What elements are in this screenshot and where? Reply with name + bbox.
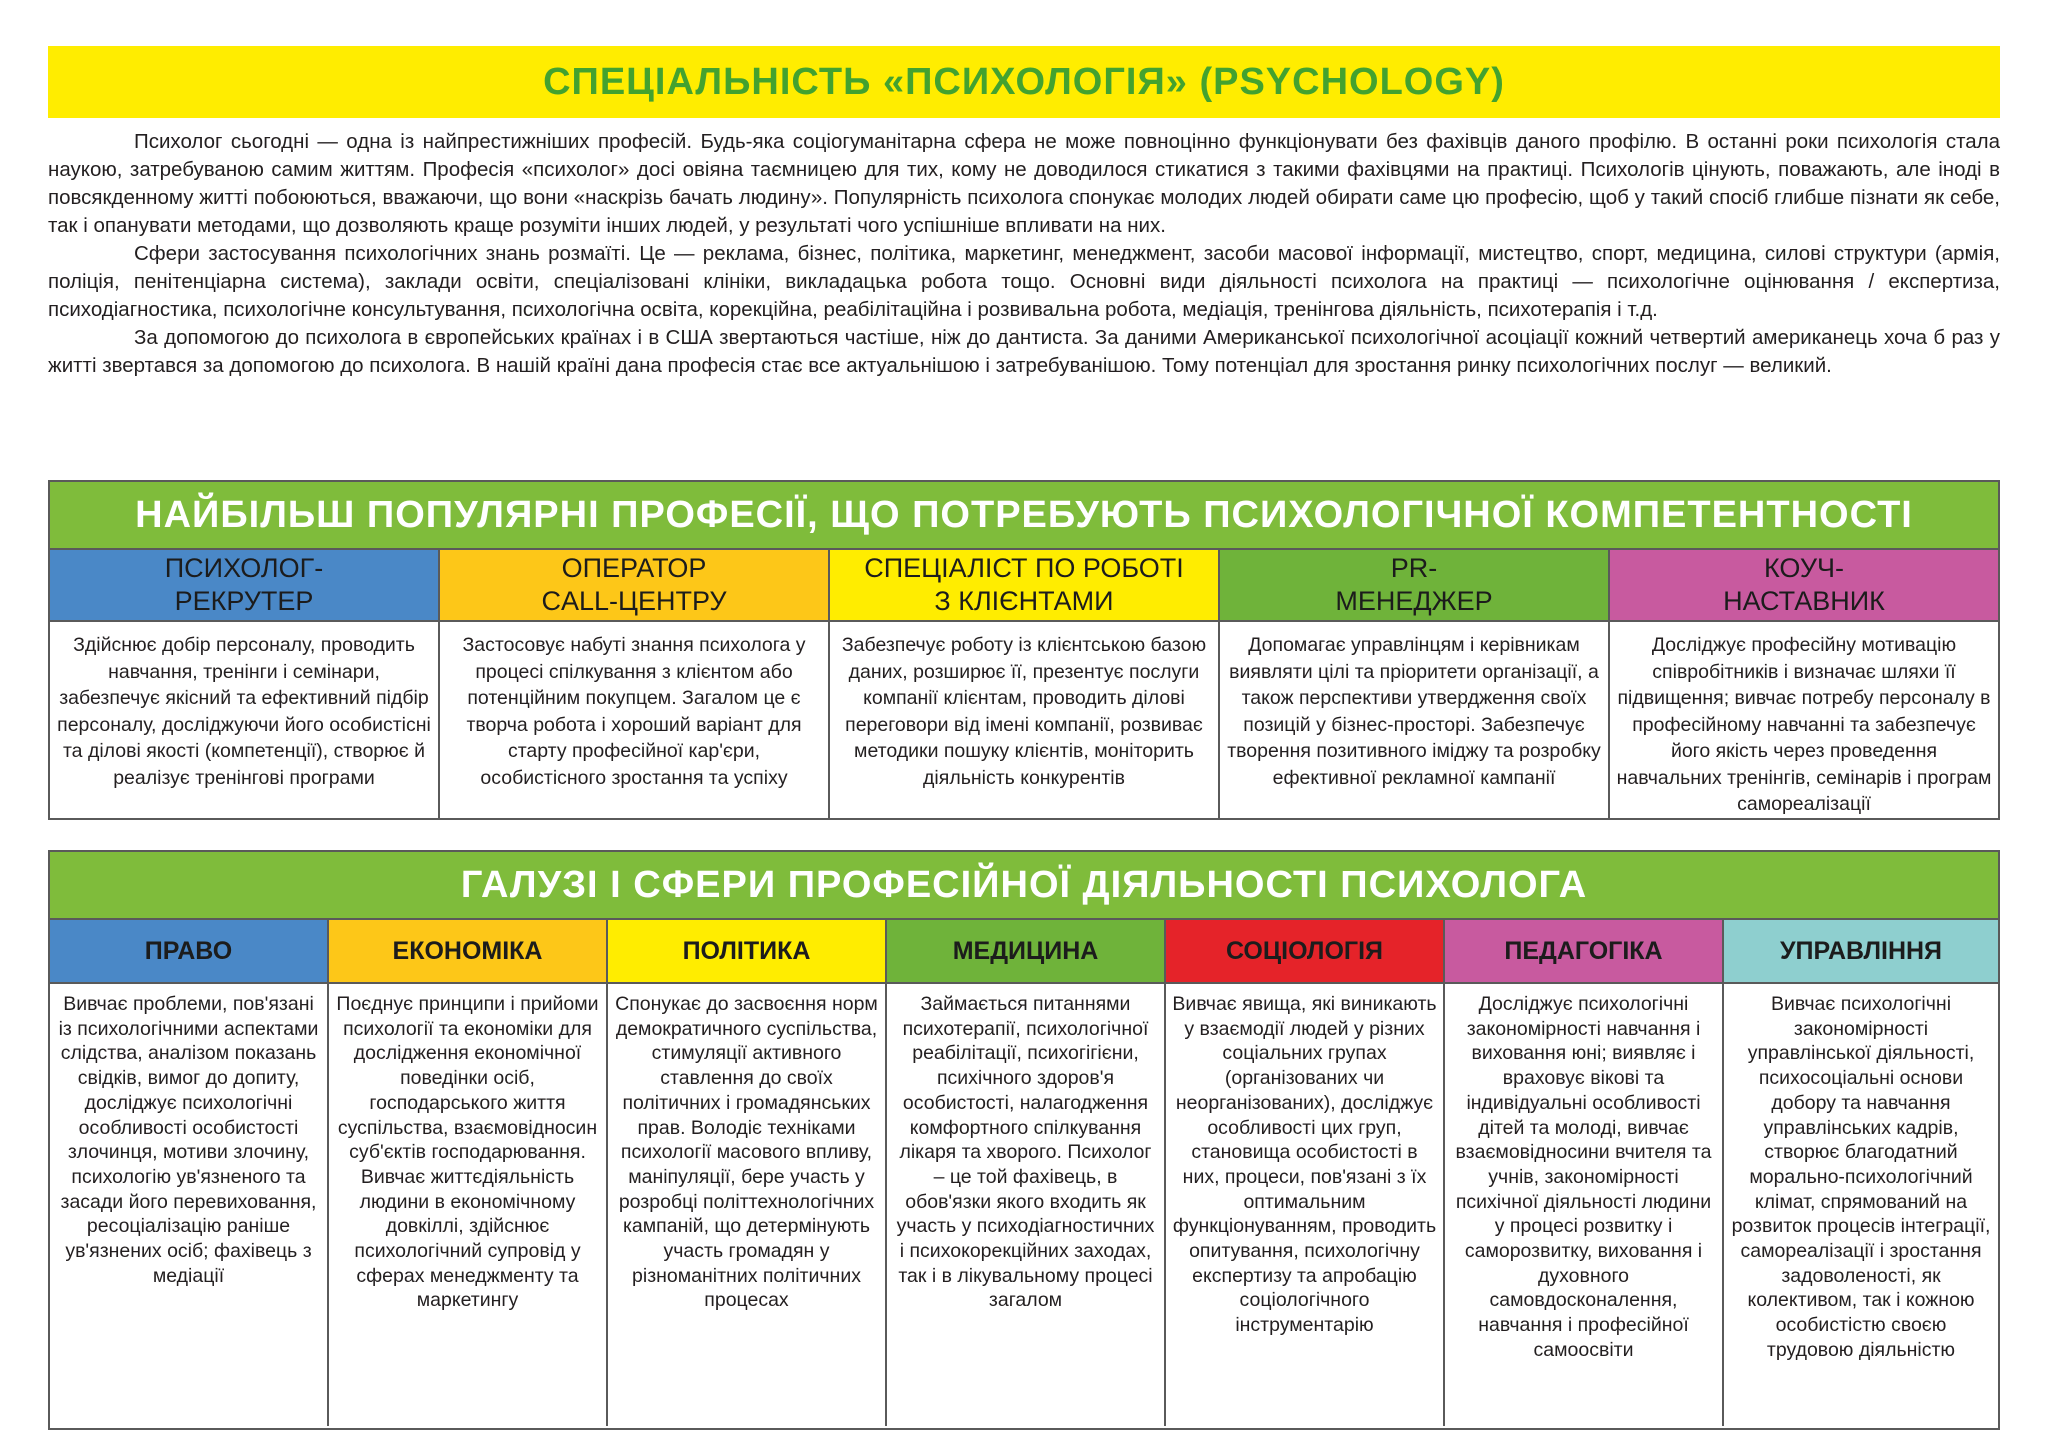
field-header: УПРАВЛІННЯ (1724, 920, 1998, 984)
field-medicine (887, 920, 1166, 1426)
field-law (50, 920, 329, 1426)
intro-paragraph-2: Сфери застосування психологічних знань розмаїті. Це — реклама, бізнес, політика, маркетинг, менеджмент, засоби масової інформації, мистецтво, спорт, медицина, силові структури (армія, поліція, пенітенціарна система), заклади освіти, спеціалізовані клініки, викладацька робота тощо. Основні види діяльності психолога на практиці — психологічне оцінювання / експертиза, психодіагностика, психологічне консультування, психологічна освіта, корекційна, реабілітаційна і розвивальна робота, медіація, тренінгова діяльність, психотерапія і т.д. (48, 242, 2000, 321)
field-sociology (1166, 920, 1445, 1426)
profession-title-line2: РЕКРУТЕР (174, 586, 314, 616)
field-header: ЕКОНОМІКА (329, 920, 606, 984)
profession-pr-manager (1220, 550, 1610, 818)
profession-description: Здійснює добір персоналу, проводить навчання, тренінги і семінари, забезпечує якісний та ефективний підбір персоналу, досліджуючи його особистісні та ділові якості (компетенції), створює й реалізує тренінгові програми (57, 634, 431, 789)
profession-header (1220, 550, 1608, 622)
profession-recruiter (50, 550, 440, 818)
title-bar (48, 46, 2000, 118)
field-header: ПРАВО (50, 920, 327, 984)
profession-coach (1610, 550, 1998, 818)
fields-heading-bar (50, 852, 1998, 920)
profession-client-specialist (830, 550, 1220, 818)
professions-heading: НАЙБІЛЬШ ПОПУЛЯРНІ ПРОФЕСІЇ, ЩО ПОТРЕБУЮТЬ ПСИХОЛОГІЧНОЇ КОМПЕТЕНТНОСТІ (135, 493, 1913, 536)
profession-title-line2: НАСТАВНИК (1723, 586, 1885, 616)
profession-title-line1: PR- (1390, 553, 1438, 583)
poster (48, 46, 2000, 1361)
profession-title-line2: CALL-ЦЕНТРУ (541, 586, 727, 616)
profession-header (50, 550, 438, 622)
profession-call-center (440, 550, 830, 818)
profession-header (830, 550, 1218, 622)
field-description: Вивчає психологічні закономірності управлінської діяльності, психосоціальні основи добору та навчання управлінських кадрів, створює благодатний морально-психологічний клімат, спрямований на розвиток процесів інтеграції, самореалізації і зростання задоволеності, як колективом, так і кожною особистістю своєю трудовою діяльністю (1731, 993, 1991, 1361)
professions-heading-bar (50, 482, 1998, 550)
field-description: Вивчає проблеми, пов'язані із психологічними аспектами слідства, аналізом показань свідків, вимог до допиту, досліджує психологічні особливості особистості злочинця, мотиви злочину, психологію ув'язненого та засади його перевиховання, ресоціалізацію раніше ув'язнених осіб; фахівець з медіації (58, 993, 319, 1287)
page-title: СПЕЦІАЛЬНІСТЬ «ПСИХОЛОГІЯ» (PSYCHOLOGY) (543, 60, 1505, 103)
fields-table (48, 850, 2000, 1430)
profession-title-line1: СПЕЦІАЛІСТ ПО РОБОТІ (864, 553, 1184, 583)
profession-title-line1: КОУЧ- (1764, 553, 1844, 583)
field-header: СОЦІОЛОГІЯ (1166, 920, 1443, 984)
profession-description: Забезпечує роботу із клієнтською базою даних, розширює її, презентує послуги компанії клієнтам, проводить ділові переговори від імені компанії, розвиває методики пошуку клієнтів, моніторить діяльність конкурентів (841, 634, 1207, 789)
profession-description: Допомагає управлінцям і керівникам виявляти цілі та пріоритети організації, а також перспективи утвердження своїх позицій у бізнес-просторі. Забезпечує творення позитивного іміджу та розробку ефективної рекламної кампанії (1227, 634, 1601, 789)
profession-title-line1: ОПЕРАТОР (561, 553, 707, 583)
field-header: ПЕДАГОГІКА (1445, 920, 1722, 984)
profession-description: Застосовує набуті знання психолога у процесі спілкування з клієнтом або потенційним покупцем. Загалом це є творча робота і хороший варіант для старту професійної кар'єри, особистісного зростання та успіху (462, 634, 806, 789)
field-header: МЕДИЦИНА (887, 920, 1164, 984)
profession-header (1610, 550, 1998, 622)
field-management (1724, 920, 1998, 1426)
profession-title-line2: МЕНЕДЖЕР (1335, 586, 1493, 616)
field-description: Поєднує принципи і прийоми психології та економіки для дослідження економічної поведінки осіб, господарського життя суспільства, взаємовідносин суб'єктів господарювання. Вивчає життєдіяльність людини в економічному довкіллі, здійснює психологічний супровід у сферах менеджменту та маркетингу (336, 993, 599, 1312)
field-description: Спонукає до засвоєння норм демократичного суспільства, стимуляції активного ставлення до своїх політичних і громадянських прав. Володіє техніками психології масового впливу, маніпуляції, бере участь у розробці політтехнологічних кампаній, що детермінують участь громадян у різноманітних політичних процесах (615, 993, 878, 1312)
profession-description: Досліджує професійну мотивацію співробітників і визначає шляхи її підвищення; вивчає потребу персоналу в професійному навчанні та забезпечує його якість через проведення навчальних тренінгів, семінарів і програм самореалізації (1616, 634, 1992, 815)
fields-heading: ГАЛУЗІ І СФЕРИ ПРОФЕСІЙНОЇ ДІЯЛЬНОСТІ ПСИХОЛОГА (460, 863, 1588, 906)
field-description: Займається питаннями психотерапії, психологічної реабілітації, психогігієни, психічного здоров'я особистості, налагодження комфортного спілкування лікаря та хворого. Психолог – це той фахівець, в обов'язки якого входить як участь у психодіагностичних і психокорекційних заходах, так і в лікувальному процесі загалом (896, 993, 1155, 1312)
intro-paragraph-3: За допомогою до психолога в європейських країнах і в США звертаються частіше, ніж до дантиста. За даними Американської психологічної асоціації кожний четвертий американець хоча б раз у житті звертався за допомогою до психолога. В нашій країні дана професія стає все актуальнішою і затребуванішою. Тому потенціал для зростання ринку психологічних послуг — великий. (48, 326, 2000, 377)
field-pedagogy (1445, 920, 1724, 1426)
profession-title-line1: ПСИХОЛОГ- (164, 553, 324, 583)
field-description: Вивчає явища, які виникають у взаємодії людей у різних соціальних групах (організованих чи неорганізованих), досліджує особливості цих груп, становища особистості в них, процеси, пов'язані з їх оптимальним функціонуванням, проводить опитування, психологічну експертизу та апробацію соціологічного інструментарію (1172, 993, 1437, 1337)
profession-title-line2: З КЛІЄНТАМИ (934, 586, 1114, 616)
field-header: ПОЛІТИКА (608, 920, 885, 984)
intro-text (48, 128, 2000, 380)
field-politics (608, 920, 887, 1426)
profession-header (440, 550, 828, 622)
field-description: Досліджує психологічні закономірності навчання і виховання юні; виявляє і враховує вікові та індивідуальні особливості дітей та молоді, вивчає взаємовідносини вчителя та учнів, закономірності психічної діяльності людини у процесі розвитку і саморозвитку, виховання і духовного самовдосконалення, навчання і професійної самоосвіти (1455, 993, 1712, 1361)
intro-paragraph-1: Психолог сьогодні — одна із найпрестижніших професій. Будь-яка соціогуманітарна сфера не може повноцінно функціонувати без фахівців даного профілю. В останні роки психологія стала наукою, затребуваною самим життям. Професія «психолог» досі овіяна таємницею для тих, кому не доводилося стикатися з такими фахівцями на практиці. Психологів цінують, поважають, але іноді в повсякденному житті побоюються, вважаючи, що вони «наскрізь бачать людину». Популярність психолога спонукає молодих людей обирати саме цю професію, щоб у такий спосіб глибше пізнати як себе, так і опанувати методами, що дозволяють краще розуміти інших людей, у результаті чого успішніше впливати на них. (48, 130, 2000, 237)
field-economics (329, 920, 608, 1426)
professions-table (48, 480, 2000, 820)
